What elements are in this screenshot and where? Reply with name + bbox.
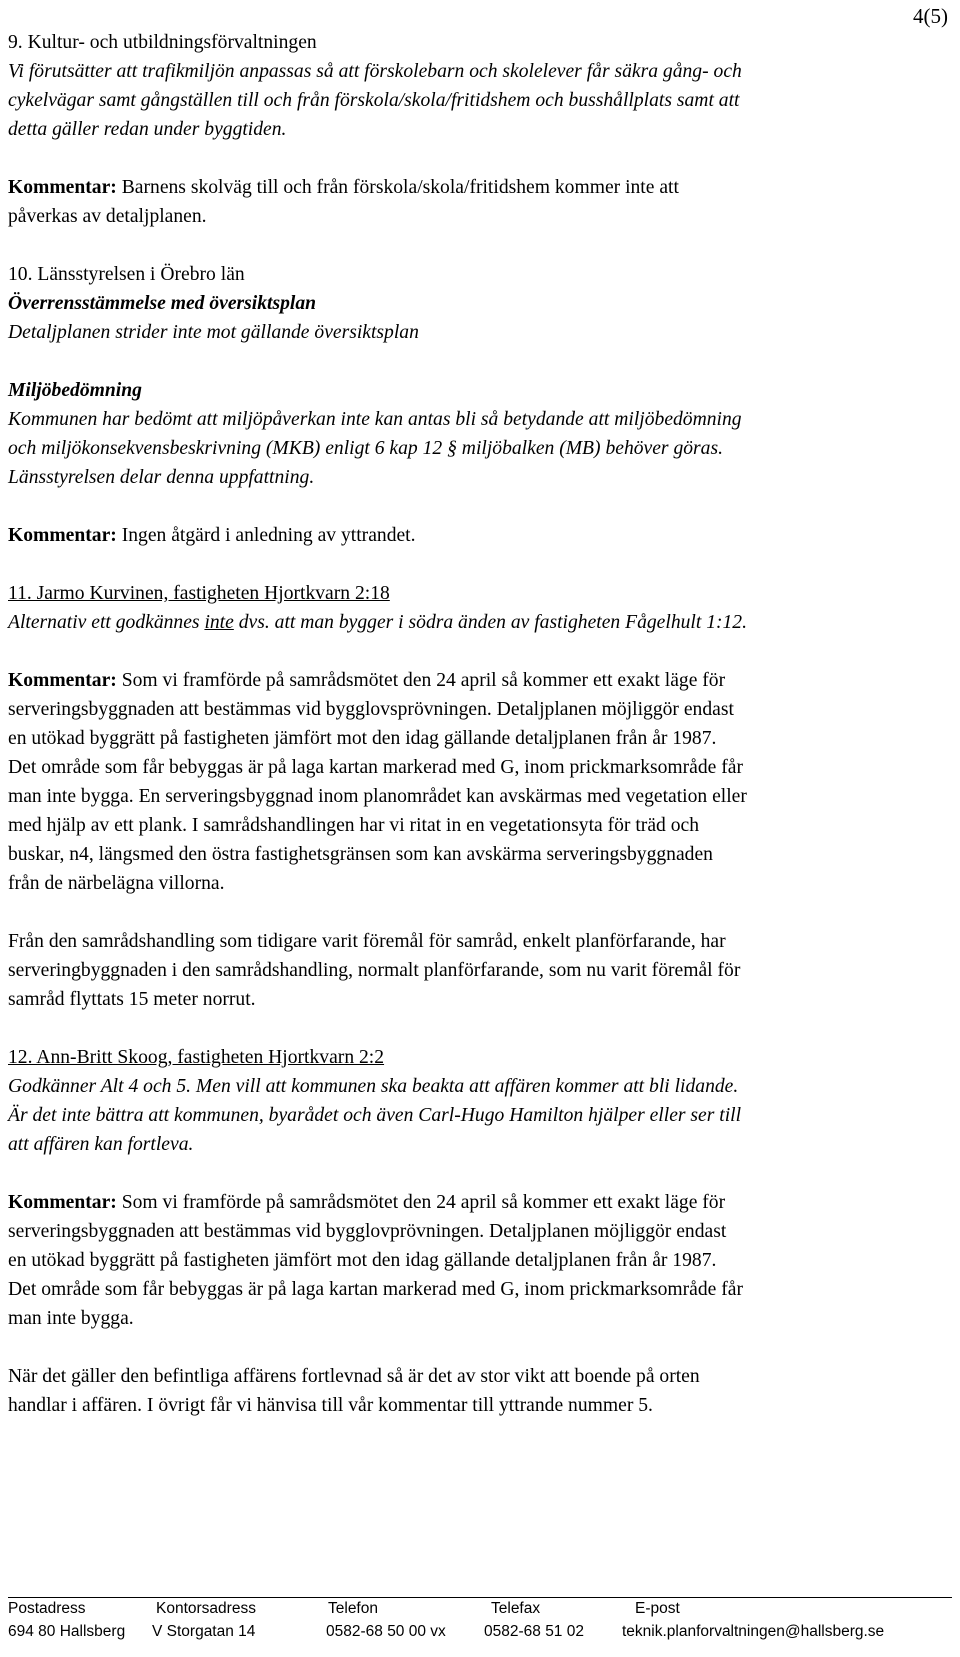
quote-text: dvs. att man bygger i södra änden av fastigheten Fågelhult 1:12. <box>233 612 748 633</box>
quote-text: Alternativ ett godkännes <box>8 612 205 633</box>
s11-comment-line: man inte bygga. En serveringsbyggnad inom planområdet kan avskärmas med vegetation eller <box>8 786 747 807</box>
footer-value: V Storgatan 14 <box>152 1623 256 1640</box>
s10-env-line: Kommunen har bedömt att miljöpåverkan inte kan antas bli så betydande att miljöbedömning <box>8 409 742 430</box>
s11-comment-line: buskar, n4, längsmed den östra fastighetsgränsen som kan avskärma serveringsbyggnaden <box>8 844 713 865</box>
s12-comment-line: en utökad byggrätt på fastigheten jämfört mot den idag gällande detaljplanen från år 1987. <box>8 1250 717 1271</box>
s11-heading: 11. Jarmo Kurvinen, fastigheten Hjortkvarn 2:18 <box>8 583 390 604</box>
comment-text: Som vi framförde på samrådsmötet den 24 april så kommer ett exakt läge för <box>116 1192 726 1213</box>
footer-values <box>8 1621 952 1644</box>
s9-body-line: cykelvägar samt gångställen till och från förskola/skola/fritidshem och busshållplats samt att <box>8 90 740 111</box>
s9-heading: 9. Kultur- och utbildningsförvaltningen <box>8 32 317 53</box>
s11-para-line: Från den samrådshandling som tidigare varit föremål för samråd, enkelt planförfarande, har <box>8 931 726 952</box>
footer-label: Telefax <box>491 1600 541 1617</box>
s12-comment <box>8 1188 952 1217</box>
s9-comment-line: påverkas av detaljplanen. <box>8 206 207 227</box>
footer-value: 0582-68 51 02 <box>484 1623 584 1640</box>
page-number: 4(5) <box>913 4 948 28</box>
s9-comment <box>8 173 952 202</box>
s10-comment <box>8 521 952 550</box>
quote-underlined: inte <box>204 612 234 633</box>
s12-para-line: När det gäller den befintliga affärens fortlevnad så är det av stor vikt att boende på orten <box>8 1366 700 1387</box>
s12-comment-line: Det område som får bebyggas är på laga kartan markerad med G, inom prickmarksområde får <box>8 1279 744 1300</box>
s12-para-line: handlar i affären. I övrigt får vi hänvisa till vår kommentar till yttrande nummer 5. <box>8 1395 653 1416</box>
s11-comment-line: serveringsbyggnaden att bestämmas vid bygglovsprövningen. Detaljplanen möjliggör endast <box>8 699 734 720</box>
document-content <box>8 28 952 1420</box>
s11-comment-line: en utökad byggrätt på fastigheten jämfört mot den idag gällande detaljplanen från år 1987. <box>8 728 717 749</box>
s11-comment-line: med hjälp av ett plank. I samrådshandlingen har vi ritat in en vegetationsyta för träd och <box>8 815 700 836</box>
comment-label: Kommentar: <box>8 177 117 198</box>
s12-quote-line: att affären kan fortleva. <box>8 1134 194 1155</box>
s12-quote-line: Är det inte bättra att kommunen, byarådet och även Carl-Hugo Hamilton hjälper eller ser till <box>8 1105 742 1126</box>
footer-value: 694 80 Hallsberg <box>8 1623 126 1640</box>
comment-text: Ingen åtgärd i anledning av yttrandet. <box>116 525 416 546</box>
footer-value: 0582-68 50 00 vx <box>326 1623 446 1640</box>
s10-plan-text: Detaljplanen strider inte mot gällande översiktsplan <box>8 322 419 343</box>
s12-quote-line: Godkänner Alt 4 och 5. Men vill att kommunen ska beakta att affären kommer att bli lidande. <box>8 1076 739 1097</box>
comment-text: Som vi framförde på samrådsmötet den 24 april så kommer ett exakt läge för <box>116 670 726 691</box>
footer-label: Postadress <box>8 1600 86 1617</box>
s12-heading: 12. Ann-Britt Skoog, fastigheten Hjortkvarn 2:2 <box>8 1047 385 1068</box>
s9-body-line: detta gäller redan under byggtiden. <box>8 119 287 140</box>
comment-text: Barnens skolväg till och från förskola/skola/fritidshem kommer inte att <box>116 177 679 198</box>
footer <box>8 1597 952 1644</box>
s12-comment-line: serveringsbyggnaden att bestämmas vid bygglovprövningen. Detaljplanen möjliggör endast <box>8 1221 727 1242</box>
footer-email[interactable]: teknik.planforvaltningen@hallsberg.se <box>622 1623 885 1640</box>
s11-para-line: serveringbyggnaden i den samrådshandling, normalt planförfarande, som nu varit föremål för <box>8 960 741 981</box>
s12-comment-line: man inte bygga. <box>8 1308 134 1329</box>
comment-label: Kommentar: <box>8 525 117 546</box>
s11-comment-line: från de närbelägna villorna. <box>8 873 225 894</box>
s11-comment <box>8 666 952 695</box>
s9-body-line: Vi förutsätter att trafikmiljön anpassas så att förskolebarn och skolelever får säkra gång- och <box>8 61 742 82</box>
env-text: miljöbalken (MB) behöver göras. <box>456 438 723 459</box>
s11-para-line: samråd flyttats 15 meter norrut. <box>8 989 256 1010</box>
comment-label: Kommentar: <box>8 670 117 691</box>
env-text: och miljökonsekvensbeskrivning (MKB) enligt 6 kap 12 <box>8 438 448 459</box>
footer-label: Telefon <box>328 1600 378 1617</box>
s10-env-line: Länsstyrelsen delar denna uppfattning. <box>8 467 315 488</box>
section-sign: § <box>447 438 457 459</box>
s10-env-line <box>8 434 952 463</box>
s11-comment-line: Det område som får bebyggas är på laga kartan markerad med G, inom prickmarksområde får <box>8 757 744 778</box>
footer-labels <box>8 1598 952 1621</box>
footer-label: Kontorsadress <box>156 1600 256 1617</box>
s11-quote <box>8 608 952 637</box>
comment-label: Kommentar: <box>8 1192 117 1213</box>
s10-subheading-plan: Överrensstämmelse med översiktsplan <box>8 293 317 314</box>
s10-heading: 10. Länsstyrelsen i Örebro län <box>8 264 245 285</box>
footer-label: E-post <box>635 1600 680 1617</box>
s10-subheading-env: Miljöbedömning <box>8 380 142 401</box>
